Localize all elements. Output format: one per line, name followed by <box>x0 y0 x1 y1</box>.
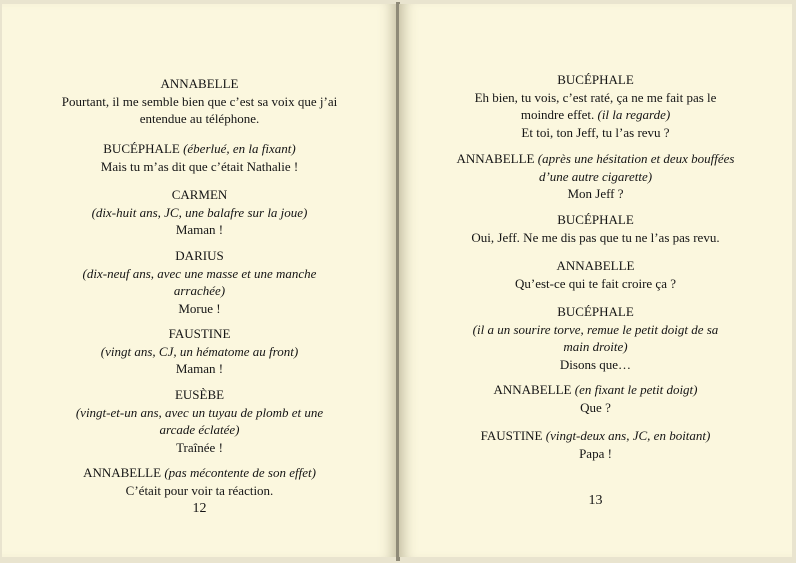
speaker-line <box>2 464 397 482</box>
speaker-name: ANNABELLE <box>493 382 572 397</box>
speaker-name: ANNABELLE <box>83 465 162 480</box>
speaker-name: EUSÈBE <box>174 387 225 402</box>
dialogue-text: Oui, Jeff. Ne me dis pas que tu ne l’as pas revu. <box>471 229 720 245</box>
dialogue-text: Eh bien, tu vois, c’est raté, ça ne me fait pas le moindre effet. <box>474 89 717 122</box>
stage-direction: (dix-huit ans, JC, une balafre sur la joue) <box>91 204 308 220</box>
stage-direction: (éberlué, en la fixant) <box>183 141 296 156</box>
stage-direction: (vingt ans, CJ, un hématome au front) <box>100 343 299 359</box>
dialogue-text: Papa ! <box>579 445 612 461</box>
dialogue-block <box>399 211 792 246</box>
dialogue-block <box>399 381 792 416</box>
dialogue-text: Maman ! <box>175 222 224 237</box>
dialogue-text: Maman ! <box>175 361 224 376</box>
dialogue-block <box>399 257 792 292</box>
stage-direction: (il a un sourire torve, remue le petit doigt de sa main droite) <box>472 321 719 354</box>
dialogue-block <box>2 75 397 128</box>
dialogue-block <box>399 303 792 373</box>
speaker-line <box>399 150 792 185</box>
dialogue-text: Mais tu m’as dit que c’était Nathalie ! <box>100 158 299 174</box>
dialogue-block <box>399 71 792 141</box>
dialogue-block <box>2 386 397 456</box>
speaker-name: ANNABELLE <box>556 258 635 273</box>
left-page <box>2 4 397 557</box>
dialogue-text: Et toi, ton Jeff, tu l’as revu ? <box>521 124 670 140</box>
speaker-name: CARMEN <box>171 187 228 202</box>
stage-direction: (dix-neuf ans, avec une masse et une manche arrachée) <box>82 265 317 298</box>
speaker-name: DARIUS <box>175 248 224 263</box>
dialogue-block <box>2 325 397 378</box>
dialogue-block <box>2 247 397 317</box>
speaker-name: BUCÉPHALE <box>103 141 180 156</box>
speaker-name: FAUSTINE <box>480 428 543 443</box>
stage-direction: (vingt-et-un ans, avec un tuyau de plomb et une arcade éclatée) <box>75 404 324 437</box>
dialogue-text: Mon Jeff ? <box>567 186 624 201</box>
stage-direction: (après une hésitation et deux bouffées d’une autre cigarette) <box>537 151 735 184</box>
dialogue-block <box>399 427 792 462</box>
dialogue-text: Pourtant, il me semble bien que c’est sa voix que j’ai entendue au téléphone. <box>61 93 338 126</box>
speaker-name: FAUSTINE <box>168 326 231 341</box>
stage-direction: (en fixant le petit doigt) <box>574 382 698 397</box>
speaker-name: ANNABELLE <box>160 76 239 91</box>
page-number: 13 <box>588 493 603 508</box>
speaker-line <box>399 427 792 445</box>
speaker-line <box>2 140 397 158</box>
dialogue-block <box>399 150 792 203</box>
dialogue-block <box>2 186 397 239</box>
dialogue-text: C’était pour voir ta réaction. <box>125 482 274 498</box>
speaker-name: BUCÉPHALE <box>557 212 634 227</box>
right-page <box>399 4 792 557</box>
stage-direction: (il la regarde) <box>597 107 671 122</box>
page-number: 12 <box>192 501 207 516</box>
speaker-name: ANNABELLE <box>456 151 535 166</box>
dialogue-block <box>2 464 397 499</box>
stage-direction: (vingt-deux ans, JC, en boitant) <box>545 428 711 443</box>
dialogue-line <box>399 89 792 124</box>
speaker-line <box>399 381 792 399</box>
dialogue-block <box>2 140 397 175</box>
dialogue-text: Que ? <box>580 399 611 415</box>
dialogue-text: Traînée ! <box>176 439 223 455</box>
speaker-name: BUCÉPHALE <box>557 72 634 87</box>
dialogue-line <box>2 93 397 128</box>
dialogue-text: Qu’est-ce qui te fait croire ça ? <box>515 275 676 291</box>
speaker-name: BUCÉPHALE <box>557 304 634 319</box>
dialogue-text: Morue ! <box>178 300 221 316</box>
stage-direction: (pas mécontente de son effet) <box>164 465 316 480</box>
dialogue-text: Disons que… <box>559 356 632 372</box>
